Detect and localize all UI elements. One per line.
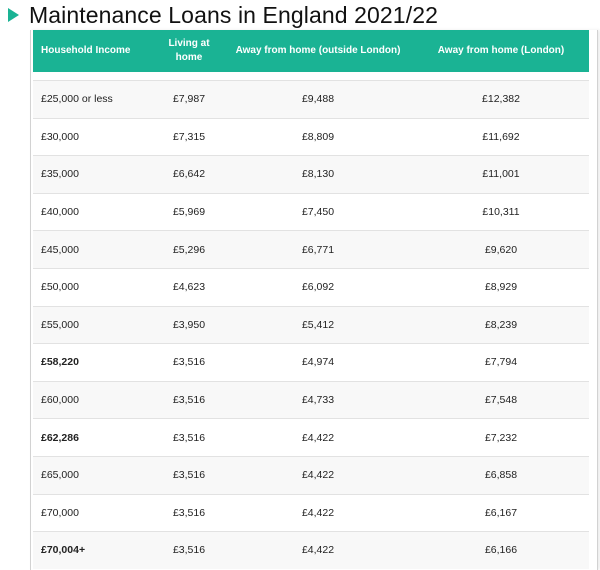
table-frame: [30, 30, 598, 570]
table-header-row: [33, 30, 589, 72]
page-title: Maintenance Loans in England 2021/22: [29, 1, 438, 28]
cell-living-at-home: £4,623: [155, 268, 223, 306]
cell-living-at-home: £5,969: [155, 193, 223, 231]
cell-away-outside-london: £7,450: [223, 193, 413, 231]
cell-away-outside-london: £4,422: [223, 532, 413, 569]
cell-away-outside-london: £4,422: [223, 419, 413, 457]
cell-away-london: £11,001: [413, 156, 589, 194]
table-row: [33, 118, 589, 156]
table-row: [33, 456, 589, 494]
table-row: [33, 268, 589, 306]
cell-away-london: £9,620: [413, 231, 589, 269]
cell-income: £70,004+: [33, 532, 155, 569]
spacer-row: [33, 72, 589, 81]
cell-income: £58,220: [33, 344, 155, 382]
cell-away-london: £7,548: [413, 381, 589, 419]
header-household-income: Household Income: [33, 30, 155, 72]
cell-living-at-home: £5,296: [155, 231, 223, 269]
cell-income: £25,000 or less: [33, 81, 155, 119]
cell-living-at-home: £3,516: [155, 419, 223, 457]
cell-away-outside-london: £8,130: [223, 156, 413, 194]
cell-living-at-home: £3,516: [155, 456, 223, 494]
header-away-outside-london: Away from home (outside London): [223, 30, 413, 72]
cell-living-at-home: £3,516: [155, 532, 223, 569]
cell-living-at-home: £6,642: [155, 156, 223, 194]
cell-away-outside-london: £4,733: [223, 381, 413, 419]
cell-living-at-home: £3,516: [155, 381, 223, 419]
cell-away-london: £6,167: [413, 494, 589, 532]
cell-living-at-home: £7,315: [155, 118, 223, 156]
cell-away-outside-london: £5,412: [223, 306, 413, 344]
spacer-cell: [33, 72, 589, 81]
cell-income: £30,000: [33, 118, 155, 156]
maintenance-loans-table: [33, 30, 589, 569]
cell-income: £55,000: [33, 306, 155, 344]
table-row: [33, 306, 589, 344]
triangle-right-icon: [8, 8, 19, 22]
cell-income: £60,000: [33, 381, 155, 419]
cell-living-at-home: £3,516: [155, 344, 223, 382]
table-row: [33, 532, 589, 569]
cell-income: £45,000: [33, 231, 155, 269]
cell-away-outside-london: £4,422: [223, 494, 413, 532]
cell-away-outside-london: £6,771: [223, 231, 413, 269]
cell-income: £62,286: [33, 419, 155, 457]
header-living-at-home: Living at home: [155, 30, 223, 72]
cell-living-at-home: £3,516: [155, 494, 223, 532]
cell-away-outside-london: £6,092: [223, 268, 413, 306]
cell-away-london: £11,692: [413, 118, 589, 156]
cell-income: £70,000: [33, 494, 155, 532]
cell-income: £35,000: [33, 156, 155, 194]
cell-away-london: £10,311: [413, 193, 589, 231]
cell-away-outside-london: £4,422: [223, 456, 413, 494]
table-row: [33, 193, 589, 231]
table-row: [33, 156, 589, 194]
cell-away-london: £7,794: [413, 344, 589, 382]
cell-living-at-home: £3,950: [155, 306, 223, 344]
table-row: [33, 81, 589, 119]
table-row: [33, 344, 589, 382]
title-row: [0, 0, 600, 30]
header-away-london: Away from home (London): [413, 30, 589, 72]
table-row: [33, 419, 589, 457]
cell-income: £65,000: [33, 456, 155, 494]
cell-income: £50,000: [33, 268, 155, 306]
cell-away-london: £6,166: [413, 532, 589, 569]
cell-income: £40,000: [33, 193, 155, 231]
cell-away-london: £7,232: [413, 419, 589, 457]
cell-away-outside-london: £9,488: [223, 81, 413, 119]
cell-away-outside-london: £4,974: [223, 344, 413, 382]
table-row: [33, 231, 589, 269]
cell-away-london: £6,858: [413, 456, 589, 494]
table-row: [33, 494, 589, 532]
cell-away-london: £12,382: [413, 81, 589, 119]
table-row: [33, 381, 589, 419]
cell-away-outside-london: £8,809: [223, 118, 413, 156]
cell-away-london: £8,239: [413, 306, 589, 344]
cell-away-london: £8,929: [413, 268, 589, 306]
cell-living-at-home: £7,987: [155, 81, 223, 119]
